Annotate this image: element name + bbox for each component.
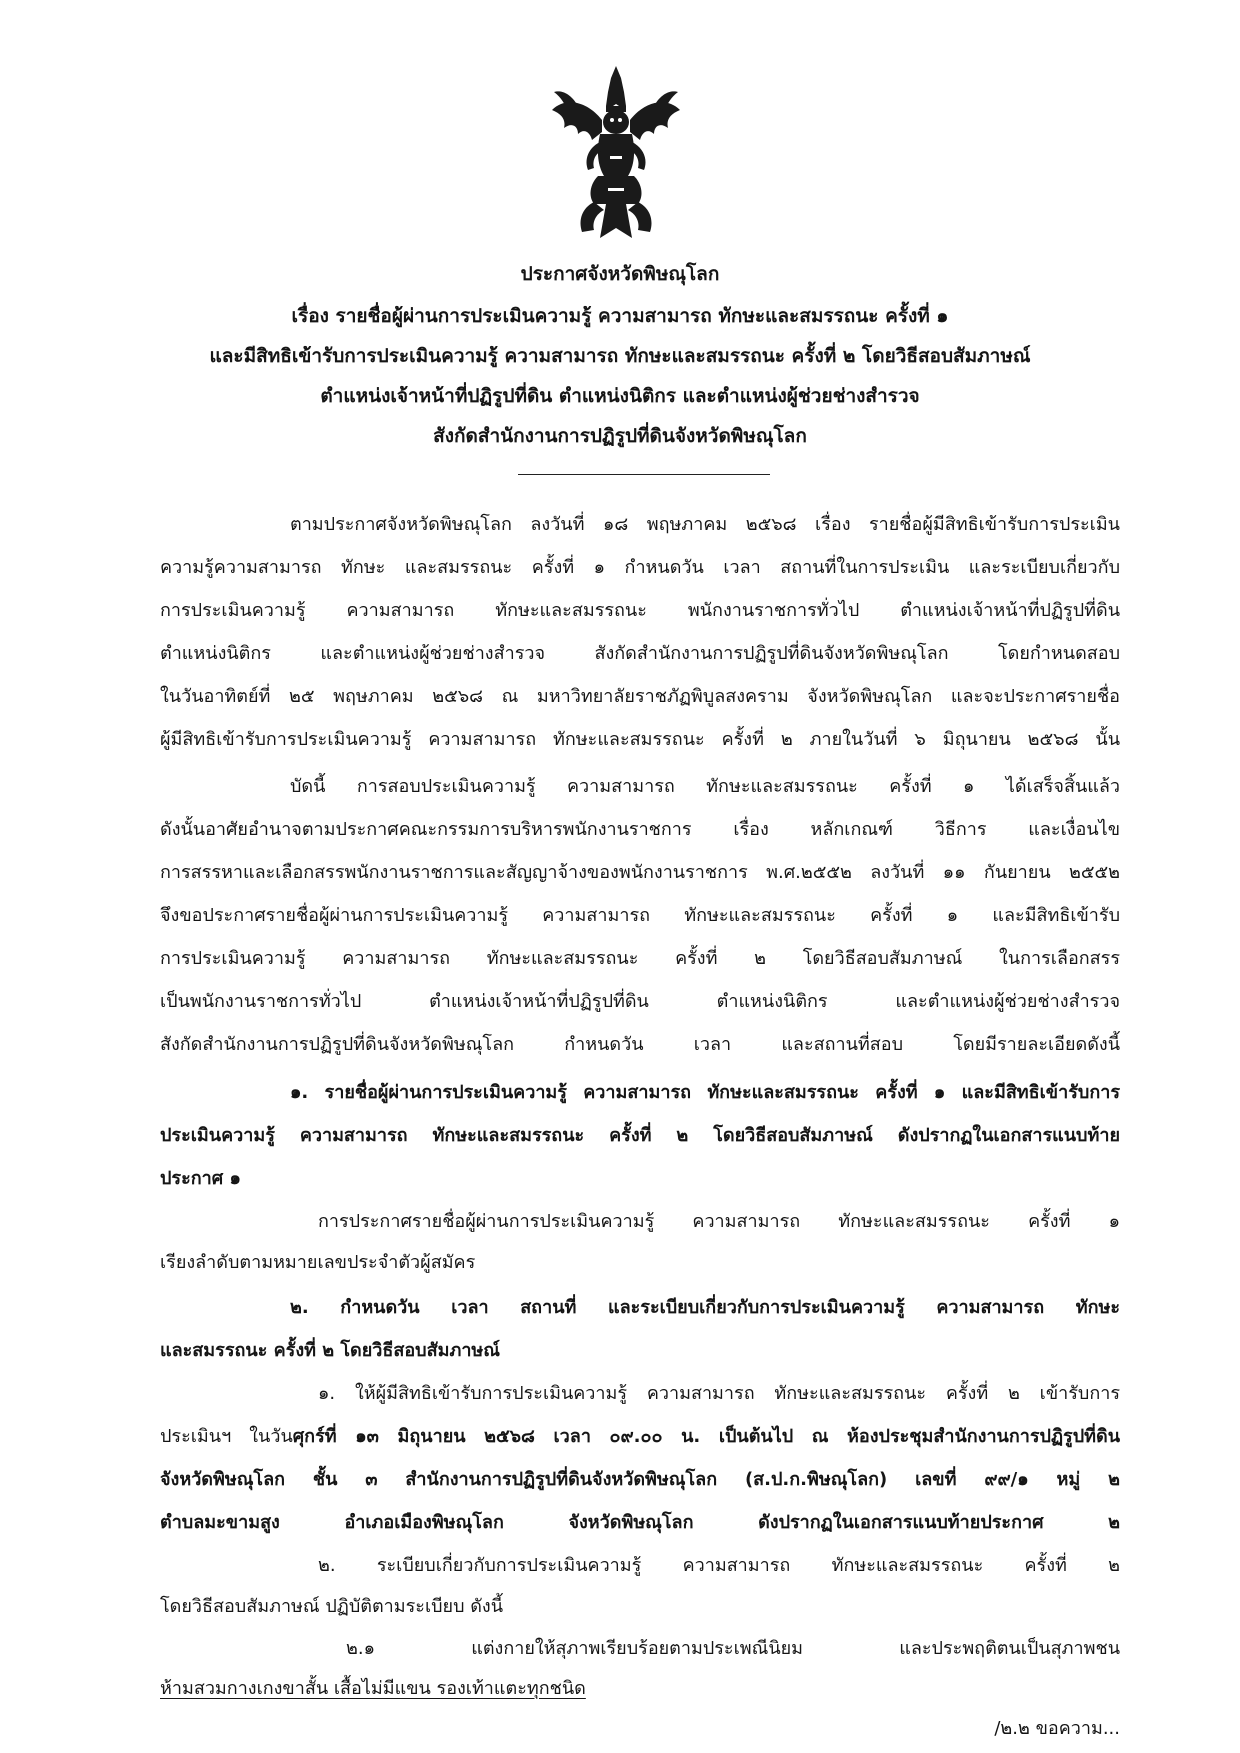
item1-line: ตำบลมะขามสูง อำเภอเมืองพิษณุโลก จังหวัดพิษณุโลก ดังปรากฏในเอกสารแนบท้ายประกาศ ๒ — [160, 1512, 1120, 1533]
section1-heading: ๑. รายชื่อผู้ผ่านการประเมินความรู้ ความสามารถ ทักษะและสมรรถนะ ครั้งที่ ๑ และมีสิทธิเข้ารับการ — [290, 1082, 1120, 1103]
subject-line-1: เรื่อง รายชื่อผู้ผ่านการประเมินความรู้ ความสามารถ ทักษะและสมรรถนะ ครั้งที่ ๑ — [291, 305, 949, 327]
item1-line: ประเมินฯ ในวันศุกร์ที่ ๑๓ มิถุนายน ๒๕๖๘ เวลา ๐๙.๐๐ น. เป็นต้นไป ณ ห้องประชุมสำนักงานการปฏิรูปที่ดิน — [160, 1426, 1120, 1447]
para1-line: ตามประกาศจังหวัดพิษณุโลก ลงวันที่ ๑๘ พฤษภาคม ๒๕๖๘ เรื่อง รายชื่อผู้มีสิทธิเข้ารับการประเมิน — [290, 514, 1120, 535]
document-title: ประกาศจังหวัดพิษณุโลก — [520, 263, 720, 285]
para2-line: เป็นพนักงานราชการทั่วไป ตำแหน่งเจ้าหน้าที่ปฏิรูปที่ดิน ตำแหน่งนิติกร และตำแหน่งผู้ช่วยช่างสำรวจ — [160, 991, 1120, 1012]
para2-line: สังกัดสำนักงานการปฏิรูปที่ดินจังหวัดพิษณุโลก กำหนดวัน เวลา และสถานที่สอบ โดยมีรายละเอียดดังนี้ — [160, 1034, 1120, 1055]
para1-line: ตำแหน่งนิติกร และตำแหน่งผู้ช่วยช่างสำรวจ สังกัดสำนักงานการปฏิรูปที่ดินจังหวัดพิษณุโลก โดยกำหนดสอบ — [160, 643, 1120, 664]
section2-heading: ๒. กำหนดวัน เวลา สถานที่ และระเบียบเกี่ยวกับการประเมินความรู้ ความสามารถ ทักษะ — [290, 1297, 1120, 1318]
section1-note: เรียงลำดับตามหมายเลขประจำตัวผู้สมัคร — [160, 1252, 476, 1273]
item2-line: โดยวิธีสอบสัมภาษณ์ ปฏิบัติตามระเบียบ ดังนี้ — [160, 1596, 504, 1617]
section1-heading: ประกาศ ๑ — [160, 1168, 241, 1189]
item2-line: ๒. ระเบียบเกี่ยวกับการประเมินความรู้ ความสามารถ ทักษะและสมรรถนะ ครั้งที่ ๒ — [318, 1555, 1120, 1576]
subject-line-4: สังกัดสำนักงานการปฏิรูปที่ดินจังหวัดพิษณุโลก — [433, 425, 807, 447]
item1-line: จังหวัดพิษณุโลก ชั้น ๓ สำนักงานการปฏิรูปที่ดินจังหวัดพิษณุโลก (ส.ป.ก.พิษณุโลก) เลขที่ ๙๙/๑ หมู่ ๒ — [160, 1469, 1120, 1490]
continuation-note: /๒.๒ ขอความ... — [994, 1718, 1120, 1739]
subject-line-3: ตำแหน่งเจ้าหน้าที่ปฏิรูปที่ดิน ตำแหน่งนิติกร และตำแหน่งผู้ช่วยช่างสำรวจ — [320, 385, 920, 407]
para1-line: การประเมินความรู้ ความสามารถ ทักษะและสมรรถนะ พนักงานราชการทั่วไป ตำแหน่งเจ้าหน้าที่ปฏิรูปที่ดิน — [160, 600, 1120, 621]
item2-1-line: ๒.๑ แต่งกายให้สุภาพเรียบร้อยตามประเพณีนิยม และประพฤติตนเป็นสุภาพชน — [346, 1638, 1120, 1659]
para2-line: การประเมินความรู้ ความสามารถ ทักษะและสมรรถนะ ครั้งที่ ๒ โดยวิธีสอบสัมภาษณ์ ในการเลือกสรร — [160, 948, 1120, 969]
para2-line: บัดนี้ การสอบประเมินความรู้ ความสามารถ ทักษะและสมรรถนะ ครั้งที่ ๑ ได้เสร็จสิ้นแล้ว — [290, 776, 1120, 797]
item2-1-underlined: ห้ามสวมกางเกงขาสั้น เสื้อไม่มีแขน รองเท้าแตะทุกชนิด — [160, 1678, 586, 1699]
para1-line: ความรู้ความสามารถ ทักษะ และสมรรถนะ ครั้งที่ ๑ กำหนดวัน เวลา สถานที่ในการประเมิน และระเบียบเกี่ยวกับ — [160, 557, 1120, 578]
para2-line: การสรรหาและเลือกสรรพนักงานราชการและสัญญาจ้างของพนักงานราชการ พ.ศ.๒๕๕๒ ลงวันที่ ๑๑ กันยายน ๒๕๕๒ — [160, 862, 1120, 883]
para1-line: ผู้มีสิทธิเข้ารับการประเมินความรู้ ความสามารถ ทักษะและสมรรถนะ ครั้งที่ ๒ ภายในวันที่ ๖ มิถุนายน ๒๕๖๘ นั้น — [160, 729, 1120, 750]
section1-note: การประกาศรายชื่อผู้ผ่านการประเมินความรู้ ความสามารถ ทักษะและสมรรถนะ ครั้งที่ ๑ — [318, 1211, 1120, 1232]
para2-line: ดังนั้นอาศัยอำนาจตามประกาศคณะกรรมการบริหารพนักงานราชการ เรื่อง หลักเกณฑ์ วิธีการ และเงื่อนไข — [160, 819, 1120, 840]
para2-line: จึงขอประกาศรายชื่อผู้ผ่านการประเมินความรู้ ความสามารถ ทักษะและสมรรถนะ ครั้งที่ ๑ และมีสิทธิเข้ารับ — [160, 905, 1120, 926]
item1-line: ๑. ให้ผู้มีสิทธิเข้ารับการประเมินความรู้ ความสามารถ ทักษะและสมรรถนะ ครั้งที่ ๒ เข้ารับการ — [318, 1383, 1120, 1404]
section1-heading: ประเมินความรู้ ความสามารถ ทักษะและสมรรถนะ ครั้งที่ ๒ โดยวิธีสอบสัมภาษณ์ ดังปรากฏในเอกสารแนบท้าย — [160, 1125, 1120, 1146]
garuda-emblem-icon — [548, 62, 684, 242]
section2-heading: และสมรรถนะ ครั้งที่ ๒ โดยวิธีสอบสัมภาษณ์ — [160, 1340, 500, 1361]
subject-line-2: และมีสิทธิเข้ารับการประเมินความรู้ ความสามารถ ทักษะและสมรรถนะ ครั้งที่ ๒ โดยวิธีสอบสัมภาษณ์ — [209, 345, 1031, 367]
header-divider — [518, 474, 770, 475]
para1-line: ในวันอาทิตย์ที่ ๒๕ พฤษภาคม ๒๕๖๘ ณ มหาวิทยาลัยราชภัฏพิบูลสงคราม จังหวัดพิษณุโลก และจะประกาศรายชื่อ — [160, 686, 1120, 707]
